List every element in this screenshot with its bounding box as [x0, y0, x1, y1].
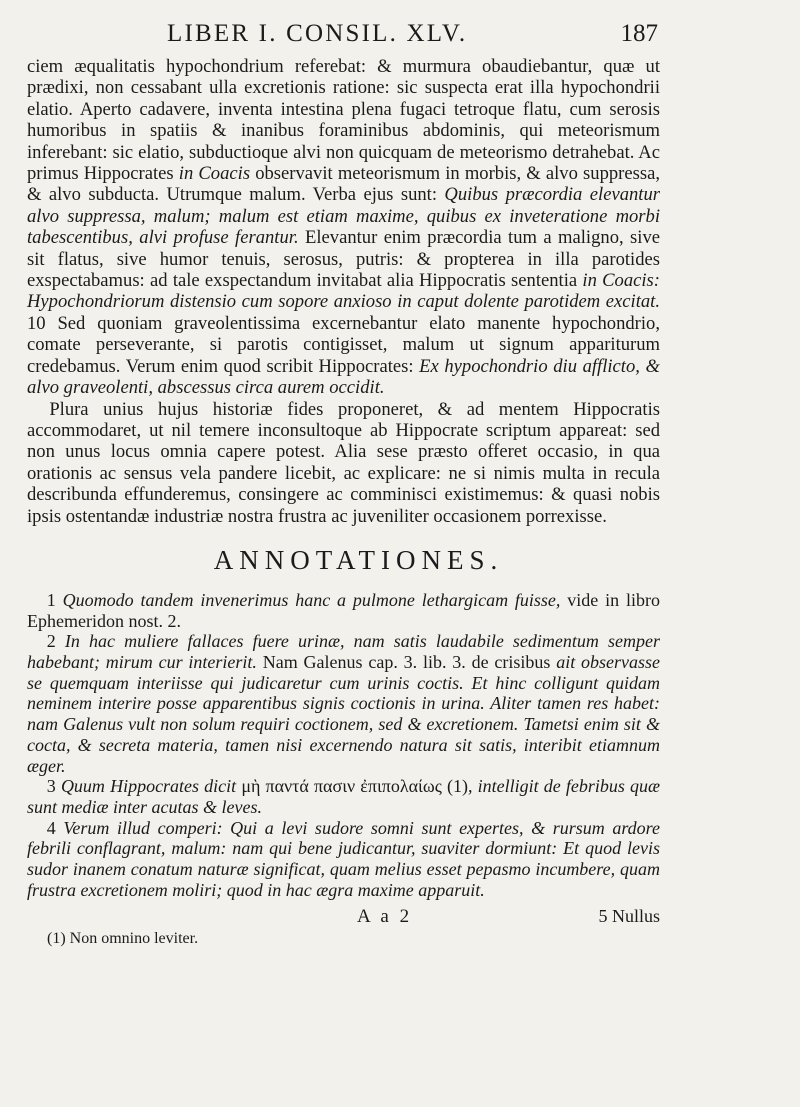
paragraph: Plura unius hujus historiæ fides proponeret, & ad mentem Hippocratis accommodaret, ut nil temere inconsultoque ab Hippocrate scriptum appareat: sed non unus locus omnia capere potest. Alia sese præsto offeret occasio, in qua orationis ac sensus vela pandere licebit, ac explicare: ne si nimis multa in recula describunda effunderemus, consingere ac comminisci existimemus: & quasi nobis ipsis ostentandæ industriæ nostra frustra ac juveniliter occasionem porrexisse.	[27, 398, 660, 527]
italic-run: Quum Hippocrates dicit	[60, 776, 237, 797]
text-run: ciem æqualitatis hypochondrium referebat: & murmura obaudiebantur, quæ ut prædixi, non cessabant ulla excretionis ratione: sic suspecta erat illa hypochondrii elatio. Aperto cadavere, inventa intestina plena fugaci tetroque flatu, cum serosis humoribus in spatiis & inanibus foraminibus abdominis, qui meteorismum inferebant: sic elatio, subductioque alvi non quicquam de meteorismo detrahebat. Ac primus Hippocrates	[27, 56, 660, 185]
annotation-item	[27, 776, 660, 817]
annotation-number: 4	[46, 817, 56, 838]
italic-run: in Coacis	[178, 163, 251, 185]
book-page	[27, 18, 660, 958]
quotation: Quibus præcordia elevantur alvo suppressa, malum; malum est etiam maxime, quibus ex inveteratione morbi tabescentibus, alvi profuse ferantur.	[27, 184, 660, 249]
text-run: observavit meteorismum in morbis, & alvo suppressa, & alvo subducta. Utrumque malum. Verba ejus sunt:	[27, 163, 660, 206]
footnote-reference: (1)	[447, 776, 469, 797]
annotations	[27, 590, 660, 901]
main-text	[27, 56, 660, 527]
quotation: Ex hypochondrio diu afflicto, & alvo graveolenti, abscessus circa aurem occidit.	[27, 355, 660, 399]
text-run: Elevantur enim præcordia tum a maligno, sive sit flatus, sive humor tenuis, serosus, putris: & propterea in illa parotides exspectabamus: ad tale exspectandum invitabat alia Hippocratis sententia	[27, 227, 660, 292]
italic-run: Quomodo tandem invenerimus hanc a pulmone lethargicam fuisse,	[62, 589, 561, 610]
text-run: 10 Sed quoniam graveolentissima excernebantur elato manente hypochondrio, comate perseverante, si parotis contigisset, malum ut signum appariturum credebamus. Verum enim quod scribit Hippocrates:	[27, 312, 660, 377]
footnote: (1) Non omnino leviter.	[47, 930, 199, 948]
greek-quote: μὴ παντά πασιν ἐπιπολαίως	[241, 776, 442, 797]
text-run: vide in libro Ephemeridon nost. 2.	[27, 589, 660, 631]
annotation-number: 3	[46, 776, 56, 797]
quotation: in Coacis: Hypochondriorum distensio cum sopore anxioso in caput dolente parotidem excitat.	[27, 270, 660, 313]
text-run: Nam Galenus cap. 3. lib. 3. de crisibus	[256, 652, 557, 673]
italic-run: Verum illud comperi: Qui a levi sudore somni sunt expertes, & rursum ardore febrili conflagrant, malum: nam qui bene judicantur, suaviter dormiunt: Et quod levis sudor inanem conatum naturæ significat, quam melius esset pepasmo incumbere, quam frustra excretionem moliri; quod in hac ægra maxime apparuit.	[27, 817, 661, 900]
page-number: 187	[620, 20, 658, 47]
running-head: LIBER I. CONSIL. XLV.	[167, 20, 468, 47]
annotation-item	[27, 590, 660, 631]
annotation-number: 1	[46, 589, 56, 610]
italic-run: ait observasse se quemquam interiisse qui judicaretur cum urinis coctis. Et hinc colligunt quidam neminem interire posse apparentibus signis coctionis in urina. Aliter tamen res habet: nam Galenus vult non solum requiri coctionem, sed & excretionem. Tametsi enim sit & cocta, & secreta materia, tamen nisi excernendo natura sit satis, interibit etiamnum æger.	[27, 652, 660, 776]
page-header	[27, 18, 660, 56]
italic-run: , intelligit de febribus quæ sunt mediæ inter acutas & leves.	[27, 776, 661, 817]
annotation-item	[27, 818, 660, 901]
signature-mark: A a 2	[357, 906, 413, 928]
page-footer	[27, 906, 660, 958]
catchword: 5 Nullus	[598, 906, 660, 927]
section-title: ANNOTATIONES.	[213, 544, 504, 575]
italic-run: In hac muliere fallaces fuere urinæ, nam satis laudabile sedimentum semper habebant; mirum cur interierit.	[27, 631, 661, 673]
annotation-number: 2	[46, 631, 56, 652]
annotation-item	[27, 631, 660, 776]
paragraph	[27, 56, 660, 399]
